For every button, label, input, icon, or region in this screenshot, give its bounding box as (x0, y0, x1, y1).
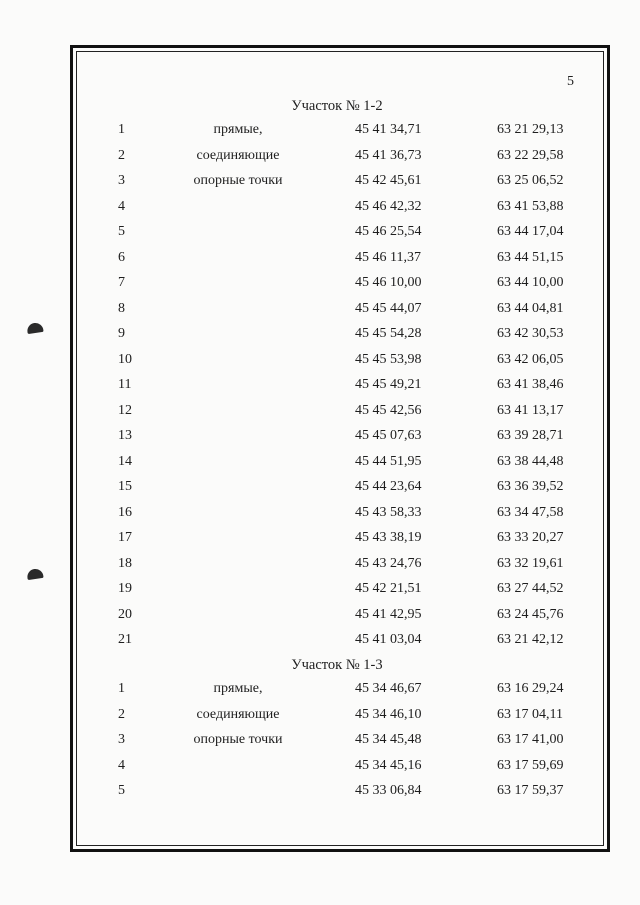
latitude-value: 45 45 53,98 (355, 351, 422, 367)
table-row (0, 707, 640, 729)
table-row (0, 581, 640, 603)
point-number: 8 (118, 300, 125, 316)
table-row (0, 530, 640, 552)
latitude-value: 45 44 51,95 (355, 453, 422, 469)
longitude-value: 63 21 29,13 (497, 122, 564, 137)
longitude-value: 63 44 17,04 (497, 224, 564, 239)
longitude-value: 63 17 59,69 (497, 757, 564, 773)
table-row (0, 301, 640, 323)
point-number: 19 (118, 581, 132, 596)
point-number: 2 (118, 706, 125, 722)
latitude-value: 45 41 42,95 (355, 606, 422, 622)
latitude-value: 45 41 34,71 (355, 122, 422, 137)
latitude-value: 45 34 45,16 (355, 757, 422, 773)
longitude-value: 63 34 47,58 (497, 504, 564, 520)
latitude-value: 45 45 42,56 (355, 402, 422, 418)
latitude-value: 45 46 10,00 (355, 275, 422, 290)
point-number: 2 (118, 147, 125, 163)
latitude-value: 45 43 24,76 (355, 555, 422, 571)
table-row (0, 758, 640, 780)
longitude-value: 63 17 04,11 (497, 706, 563, 722)
latitude-value: 45 42 21,51 (355, 581, 422, 596)
point-number: 15 (118, 479, 132, 494)
table-row (0, 505, 640, 527)
longitude-value: 63 17 41,00 (497, 732, 564, 747)
point-number: 5 (118, 224, 125, 239)
table-row (0, 783, 640, 805)
table-row (0, 607, 640, 629)
table-row (0, 224, 640, 246)
point-number: 5 (118, 783, 125, 798)
longitude-value: 63 41 38,46 (497, 377, 564, 392)
point-description: соединяющие (196, 706, 280, 722)
longitude-value: 63 41 53,88 (497, 198, 564, 214)
point-number: 21 (118, 632, 132, 647)
longitude-value: 63 24 45,76 (497, 606, 564, 622)
table-row (0, 122, 640, 144)
point-description: опорные точки (193, 173, 283, 188)
point-number: 13 (118, 428, 132, 443)
latitude-value: 45 33 06,84 (355, 783, 422, 798)
point-number: 4 (118, 757, 125, 773)
table-row (0, 148, 640, 170)
longitude-value: 63 33 20,27 (497, 530, 564, 545)
point-number: 14 (118, 453, 132, 469)
longitude-value: 63 42 30,53 (497, 326, 564, 341)
point-number: 18 (118, 555, 132, 571)
latitude-value: 45 43 38,19 (355, 530, 422, 545)
longitude-value: 63 25 06,52 (497, 173, 564, 188)
table-row (0, 479, 640, 501)
point-number: 3 (118, 732, 125, 747)
table-row (0, 199, 640, 221)
longitude-value: 63 44 04,81 (497, 300, 564, 316)
latitude-value: 45 34 46,10 (355, 706, 422, 722)
longitude-value: 63 17 59,37 (497, 783, 564, 798)
longitude-value: 63 32 19,61 (497, 555, 564, 571)
latitude-value: 45 42 45,61 (355, 173, 422, 188)
table-row (0, 403, 640, 425)
table-row (0, 454, 640, 476)
point-number: 12 (118, 402, 132, 418)
point-number: 1 (118, 122, 125, 137)
latitude-value: 45 45 49,21 (355, 377, 422, 392)
longitude-value: 63 16 29,24 (497, 681, 564, 696)
section-title: Участок № 1-3 (291, 657, 383, 673)
table-row (0, 428, 640, 450)
longitude-value: 63 39 28,71 (497, 428, 564, 443)
table-row (0, 352, 640, 374)
point-number: 16 (118, 504, 132, 520)
point-number: 10 (118, 351, 132, 367)
longitude-value: 63 38 44,48 (497, 453, 564, 469)
point-number: 1 (118, 681, 125, 696)
point-description: прямые, (213, 681, 263, 696)
latitude-value: 45 46 42,32 (355, 198, 422, 214)
point-number: 20 (118, 606, 132, 622)
table-row (0, 326, 640, 348)
table-row (0, 556, 640, 578)
point-number: 7 (118, 275, 125, 290)
latitude-value: 45 45 07,63 (355, 428, 422, 443)
table-row (0, 173, 640, 195)
point-number: 17 (118, 530, 132, 545)
latitude-value: 45 41 36,73 (355, 147, 422, 163)
latitude-value: 45 46 11,37 (355, 249, 421, 265)
table-row (0, 681, 640, 703)
latitude-value: 45 45 54,28 (355, 326, 422, 341)
latitude-value: 45 41 03,04 (355, 632, 422, 647)
table-row (0, 250, 640, 272)
longitude-value: 63 44 10,00 (497, 275, 564, 290)
point-number: 6 (118, 249, 125, 265)
table-row (0, 632, 640, 654)
table-row (0, 732, 640, 754)
longitude-value: 63 21 42,12 (497, 632, 564, 647)
point-description: соединяющие (196, 147, 280, 163)
latitude-value: 45 45 44,07 (355, 300, 422, 316)
latitude-value: 45 34 45,48 (355, 732, 422, 747)
point-number: 3 (118, 173, 125, 188)
point-number: 4 (118, 198, 125, 214)
point-description: прямые, (213, 122, 263, 137)
latitude-value: 45 34 46,67 (355, 681, 422, 696)
table-row (0, 377, 640, 399)
section-title: Участок № 1-2 (291, 98, 383, 114)
longitude-value: 63 22 29,58 (497, 147, 564, 163)
point-number: 9 (118, 326, 125, 341)
point-description: опорные точки (193, 732, 283, 747)
longitude-value: 63 41 13,17 (497, 402, 564, 418)
point-number: 11 (118, 377, 132, 392)
longitude-value: 63 44 51,15 (497, 249, 564, 265)
latitude-value: 45 46 25,54 (355, 224, 422, 239)
latitude-value: 45 44 23,64 (355, 479, 422, 494)
table-row (0, 275, 640, 297)
page-number: 5 (567, 74, 574, 89)
latitude-value: 45 43 58,33 (355, 504, 422, 520)
longitude-value: 63 42 06,05 (497, 351, 564, 367)
longitude-value: 63 36 39,52 (497, 479, 564, 494)
longitude-value: 63 27 44,52 (497, 581, 564, 596)
